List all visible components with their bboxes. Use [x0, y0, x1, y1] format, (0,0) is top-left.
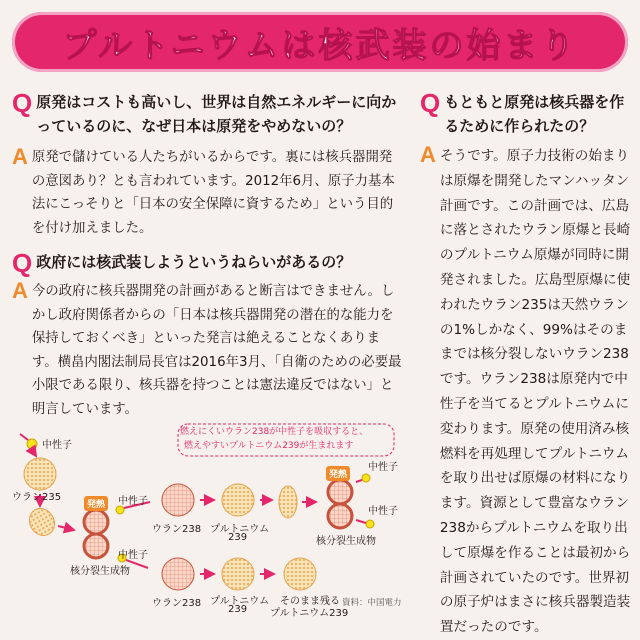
heat-badge: 発熱 — [84, 496, 108, 511]
title-banner — [12, 12, 628, 72]
neutron-label: 中性子 — [118, 496, 148, 507]
plutonium239-atom — [222, 484, 254, 516]
question-3 — [420, 90, 632, 138]
a-mark-icon: A — [12, 144, 28, 169]
question-1-text: 原発はコストも高いし、世界は自然エネルギーに向かっているのに、なぜ日本は原発をやめないの？ — [36, 93, 397, 135]
neutron-label: 中性子 — [118, 550, 148, 561]
fission-product — [328, 480, 352, 504]
q-mark-icon: Q — [12, 88, 33, 118]
a-mark-icon: A — [420, 142, 436, 167]
heat-badge: 発熱 — [326, 466, 350, 481]
uranium235-label: ウラン235 — [12, 492, 62, 503]
neutron-dot — [362, 474, 370, 482]
uranium238-label: ウラン238 — [152, 598, 202, 609]
fission-products-label: 核分裂生成物 — [70, 566, 130, 577]
q-mark-icon: Q — [420, 88, 441, 118]
neutron-dot — [116, 506, 124, 514]
plutonium239-label-b: 239 — [228, 604, 248, 615]
fission-product — [84, 510, 108, 534]
qa-block-2 — [12, 250, 404, 421]
question-3-text: もともと原発は核兵器を作るために作られたの？ — [444, 93, 625, 135]
note-line-2: 燃えやすいプルトニウム239が生まれます — [184, 441, 354, 451]
neutron-trail — [20, 434, 28, 440]
plutonium239-atom — [222, 558, 254, 590]
answer-2-text: 今の政府に核兵器開発の計画があると断言はできません。しかし政府関係者からの「日本は核兵器開発の潜在的な能力を保持しておくべき」といった発言は絶えることなくあります。横畠内閣法制局長官は2016年3月、「自衛のための必要最小限である限り、核兵器を持つことは憲法違反ではない」と明言しています。 — [31, 284, 402, 417]
answer-2 — [12, 280, 404, 421]
fission-diagram-svg — [10, 422, 402, 617]
neutron-label: 中性子 — [368, 462, 398, 473]
fission-product — [328, 504, 352, 528]
remains-label-a: そのまま残る — [280, 596, 340, 607]
uranium238-label: ウラン238 — [152, 524, 202, 535]
fission-products-label: 核分裂生成物 — [316, 536, 376, 547]
qa-block-1 — [12, 90, 404, 240]
question-2 — [12, 250, 404, 276]
uranium235-atom — [24, 458, 56, 490]
neutron-label: 中性子 — [42, 440, 72, 451]
note-line-1: 燃えにくいウラン238が中性子を吸収すると、 — [180, 427, 369, 437]
source-credit: 資料：中国電力 — [342, 598, 402, 608]
splitting-nucleus — [279, 486, 297, 518]
neutron-trail — [356, 480, 362, 482]
page-title: プルトニウムは核武装の始まり — [62, 25, 578, 66]
answer-1 — [12, 146, 404, 240]
neutron-dot — [27, 439, 37, 449]
neutron-dot — [366, 520, 374, 528]
question-1 — [12, 90, 404, 138]
qa-block-3 — [420, 90, 632, 640]
a-mark-icon: A — [12, 278, 28, 303]
q-mark-icon: Q — [12, 248, 33, 278]
arrow — [32, 450, 36, 456]
plutonium239-label-a: プルトニウム — [210, 596, 270, 607]
question-2-text: 政府には核武装しようというねらいがあるの？ — [36, 253, 352, 271]
neutron-trail — [356, 520, 366, 523]
plutonium239-label-a: プルトニウム — [210, 524, 270, 535]
splitting-nucleus — [25, 504, 60, 540]
plutonium239-atom — [284, 558, 316, 590]
plutonium239-label-b: 239 — [228, 532, 248, 543]
uranium238-atom — [162, 558, 194, 590]
answer-3-text: そうです。原子力技術の始まりは原爆を開発したマンハッタン計画です。この計画では、広島に落とされたウラン原爆と長崎のプルトニウム原爆が同時に開発されました。広島型原爆に使われたウラン235は天然ウランの1%しかなく、99%はそのままでは核分裂しないウラン238です。ウラン238は原発内で中性子を当てるとプルトニウムに変わります。原発の使用済み核燃料を再処理してプルトニウムを取り出せば原爆の材料になります。資源として豊富なウラン238からプルトニウムを取り出して原爆を作ることは最初から計画されていたのです。世界初の原子炉はまさに核兵器製造装置だったのです。 — [439, 148, 631, 636]
answer-3 — [420, 144, 632, 640]
fission-diagram — [10, 422, 402, 617]
answer-1-text: 原発で儲けている人たちがいるからです。裏には核兵器開発の意図あり？とも言われています。2012年6月、原子力基本法にこっそりと「日本の安全保障に資するため」という目的を付け加えました。 — [31, 150, 395, 236]
fission-product — [84, 534, 108, 558]
arrow — [58, 526, 74, 530]
uranium238-atom — [162, 484, 194, 516]
remains-label-b: プルトニウム239 — [270, 608, 349, 619]
neutron-label: 中性子 — [368, 506, 398, 517]
